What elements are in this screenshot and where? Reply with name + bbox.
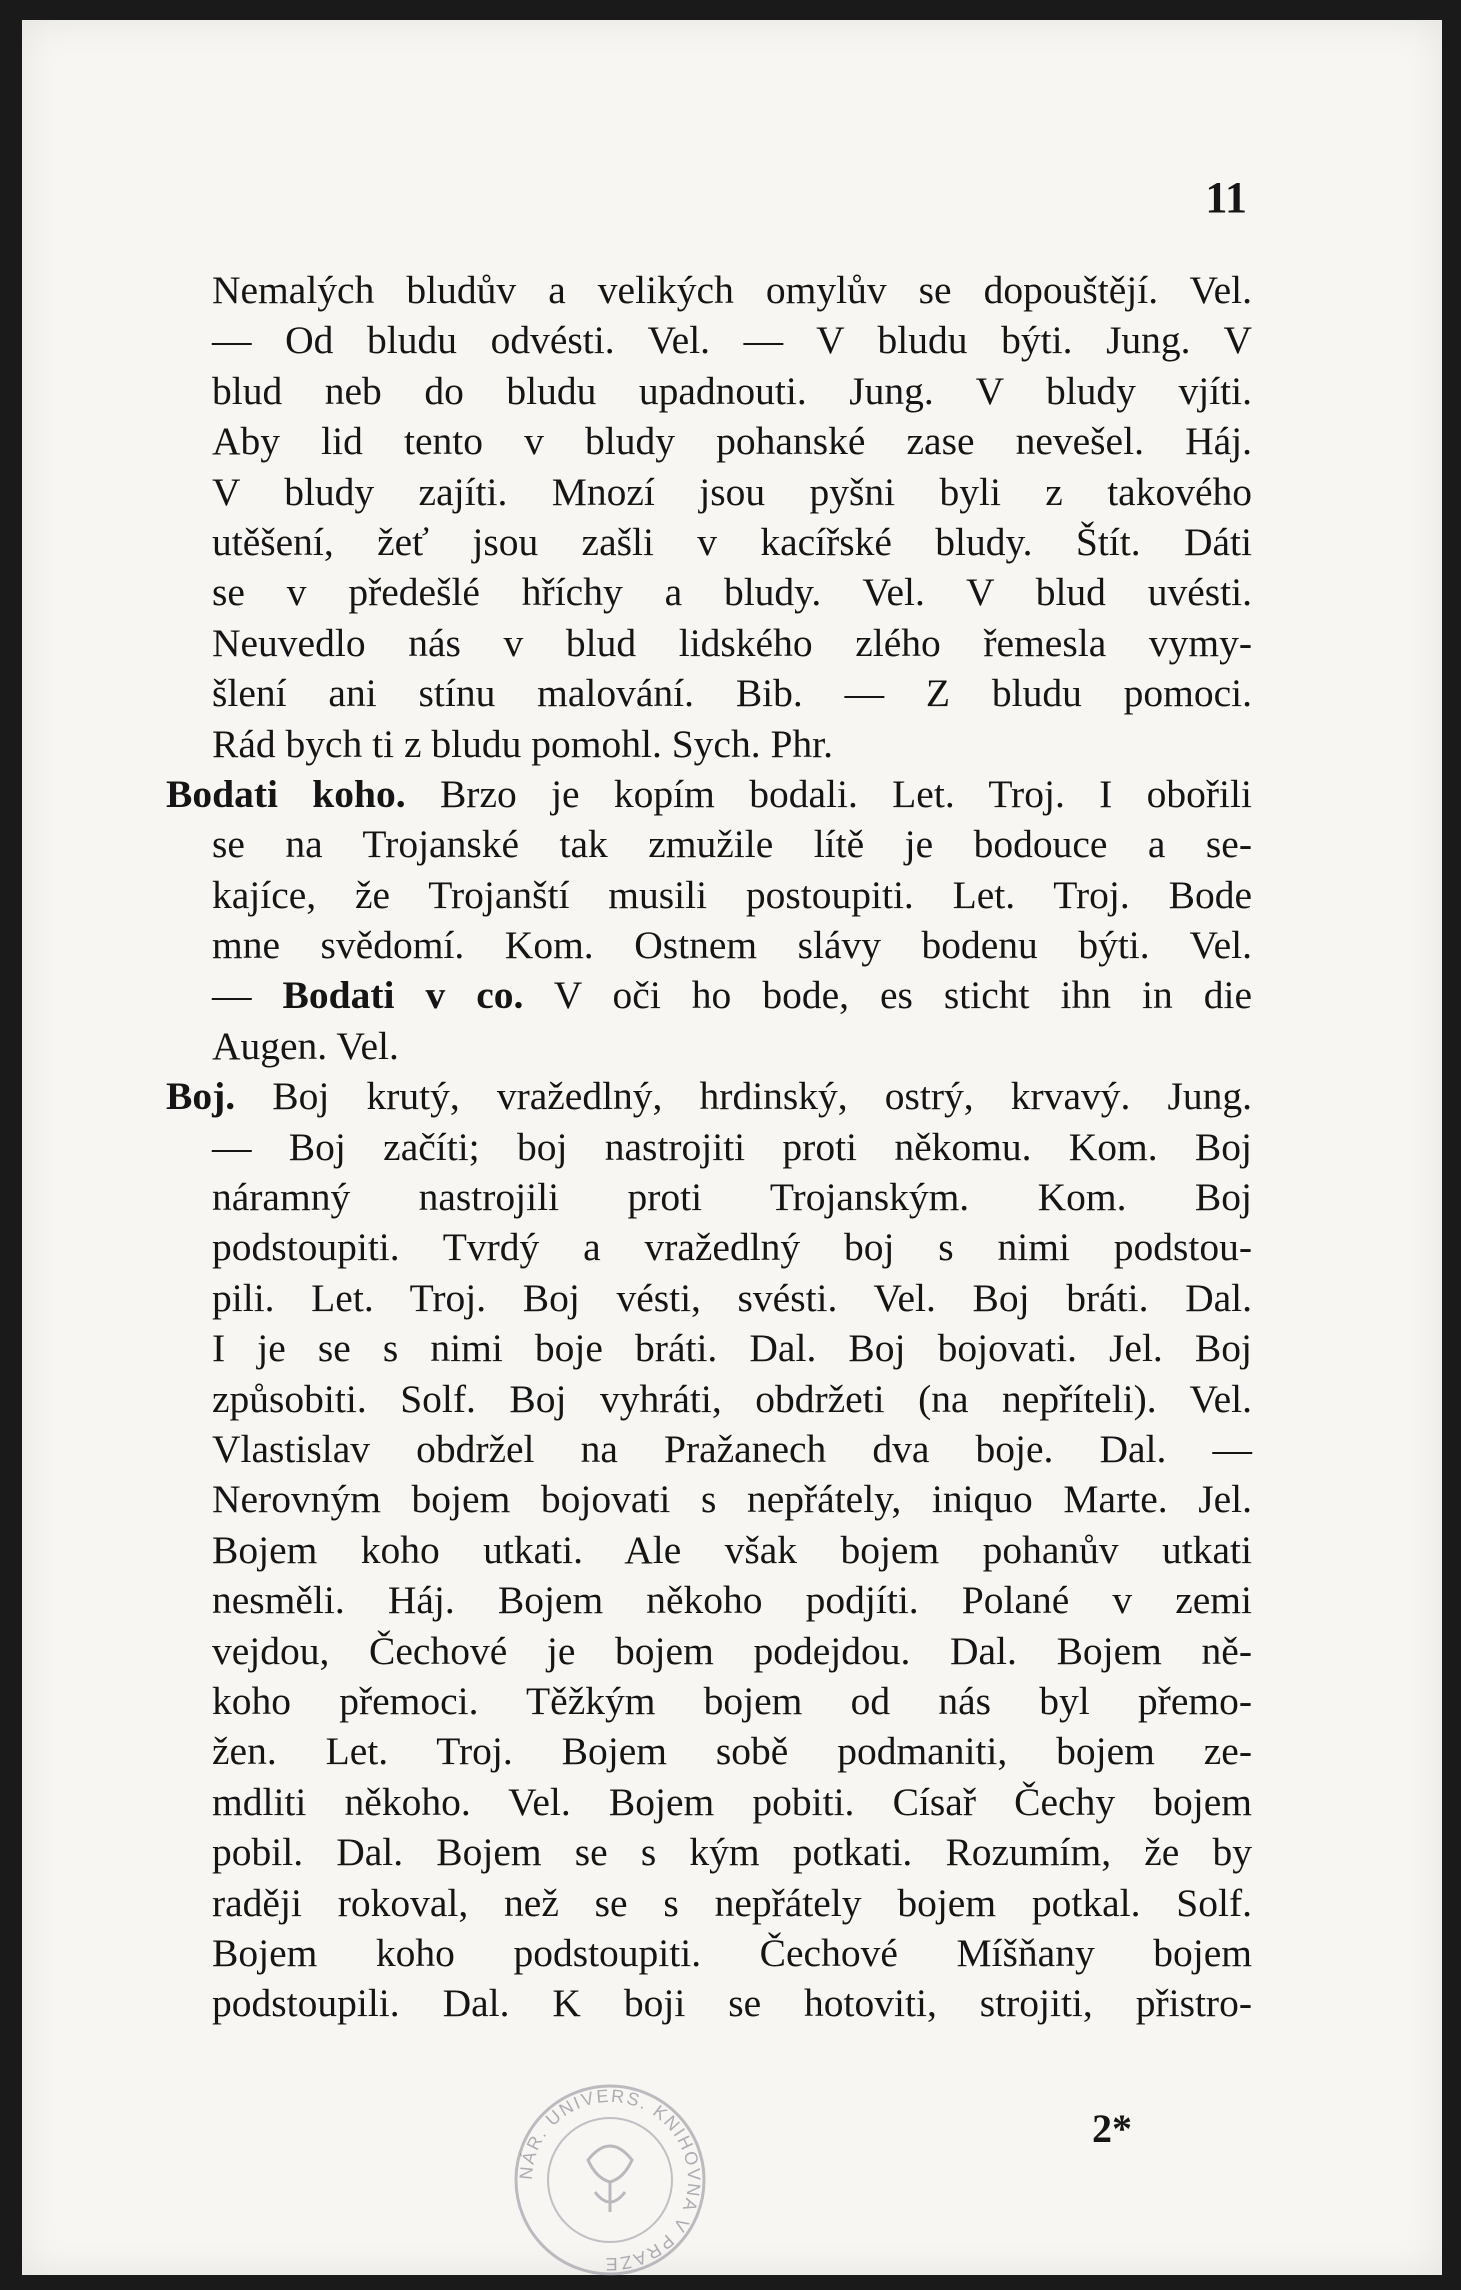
entry-boj-line-3: náramný nastrojili proti Trojanským. Kom. Boj	[212, 1175, 1252, 1220]
entry-boj-line-4: podstoupiti. Tvrdý a vražedlný boj s nimi podstou-	[212, 1225, 1252, 1270]
stamp-text: NÁR. UNIVERS. KNIHOVNA V PRAZE	[515, 2085, 705, 2275]
entry-boj-line-2: — Boj začíti; boj nastrojiti proti někomu. Kom. Boj	[212, 1124, 1252, 1169]
text-line-10: Rád bych ti z bludu pomohl. Sych. Phr.	[212, 721, 834, 766]
text-line-3: blud neb do bludu upadnouti. Jung. V bludy vjíti.	[212, 368, 1252, 413]
entry-boj-first-line	[166, 1071, 1252, 1121]
book-page	[22, 20, 1442, 2275]
text-line-9: šlení ani stínu malování. Bib. — Z bludu pomoci.	[212, 671, 1252, 716]
entry-bodati-line-6: Augen. Vel.	[212, 1023, 399, 1068]
text-line-7: se v předešlé hříchy a bludy. Vel. V blud uvésti.	[212, 570, 1252, 615]
entry-bodati-line-3: kajíce, že Trojanští musili postoupiti. Let. Troj. Bode	[212, 872, 1252, 917]
entry-boj-line-9: Nerovným bojem bojovati s nepřátely, iniquo Marte. Jel.	[212, 1477, 1252, 1522]
entry-boj-line-7: způsobiti. Solf. Boj vyhráti, obdržeti (na nepříteli). Vel.	[212, 1376, 1252, 1421]
entry-boj-line-17: raději rokoval, než se s nepřátely bojem potkal. Solf.	[212, 1880, 1252, 1925]
entry-bodati-line-4: mne svědomí. Kom. Ostnem slávy bodenu býti. Vel.	[212, 923, 1252, 968]
entry-bodati-first-line	[166, 769, 1252, 819]
library-stamp	[510, 2080, 710, 2280]
text-line-6: utěšení, žeť jsou zašli v kacířské bludy. Štít. Dáti	[212, 519, 1252, 564]
entry-boj-line-10: Bojem koho utkati. Ale však bojem pohanův utkati	[212, 1527, 1252, 1572]
entry-boj-line-12: vejdou, Čechové je bojem podejdou. Dal. Bojem ně-	[212, 1628, 1252, 1673]
page-number: 11	[1205, 173, 1247, 222]
sub-entry-dash: —	[212, 973, 283, 1018]
entry-boj-line-8: Vlastislav obdržel na Pražanech dva boje. Dal. —	[212, 1426, 1252, 1471]
entry-bodati-line-5	[212, 970, 1252, 1020]
text-line-4: Aby lid tento v bludy pohanské zase nevešel. Háj.	[212, 419, 1252, 464]
sub-entry-text: V oči ho bode, es sticht ihn in die	[523, 973, 1252, 1018]
headword-bodati: Bodati koho.	[166, 771, 406, 816]
entry-boj-line-13: koho přemoci. Těžkým bojem od nás byl přemo-	[212, 1678, 1252, 1723]
text-line-1: Nemalých bludův a velikých omylův se dopouštějí. Vel.	[212, 268, 1252, 312]
text-line-2: — Od bludu odvésti. Vel. — V bludu býti. Jung. V	[212, 318, 1252, 363]
headword-boj: Boj.	[166, 1074, 236, 1119]
entry-boj-first-text: Boj krutý, vražedlný, hrdinský, ostrý, krvavý. Jung.	[235, 1074, 1252, 1119]
text-line-5: V bludy zajíti. Mnozí jsou pyšni byli z takového	[212, 469, 1252, 514]
entry-bodati-first-text: Brzo je kopím bodali. Let. Troj. I obořili	[405, 771, 1252, 816]
entry-boj-line-11: nesměli. Háj. Bojem někoho podjíti. Polané v zemi	[212, 1578, 1252, 1623]
text-line-8: Neuvedlo nás v blud lidského zlého řemesla vymy-	[212, 620, 1252, 665]
entry-boj-line-6: I je se s nimi boje bráti. Dal. Boj bojovati. Jel. Boj	[212, 1326, 1252, 1371]
entry-boj-line-5: pili. Let. Troj. Boj vésti, svésti. Vel. Boj bráti. Dal.	[212, 1275, 1252, 1320]
printer-signature: 2*	[1092, 2106, 1132, 2151]
page-body	[166, 265, 1252, 2029]
entry-boj-line-18: Bojem koho podstoupiti. Čechové Míšňany bojem	[212, 1930, 1252, 1975]
entry-boj-line-16: pobil. Dal. Bojem se s kým potkati. Rozumím, že by	[212, 1830, 1252, 1875]
entry-boj-line-14: žen. Let. Troj. Bojem sobě podmaniti, bojem ze-	[212, 1729, 1252, 1774]
sub-headword-bodati-v-co: Bodati v co.	[282, 973, 524, 1018]
entry-bodati-line-2: se na Trojanské tak zmužile lítě je bodouce a se-	[212, 822, 1252, 867]
entry-boj-line-19: podstoupili. Dal. K boji se hotoviti, strojiti, přistro-	[212, 1981, 1252, 2026]
entry-boj-line-15: mdliti někoho. Vel. Bojem pobiti. Císař Čechy bojem	[212, 1779, 1252, 1824]
